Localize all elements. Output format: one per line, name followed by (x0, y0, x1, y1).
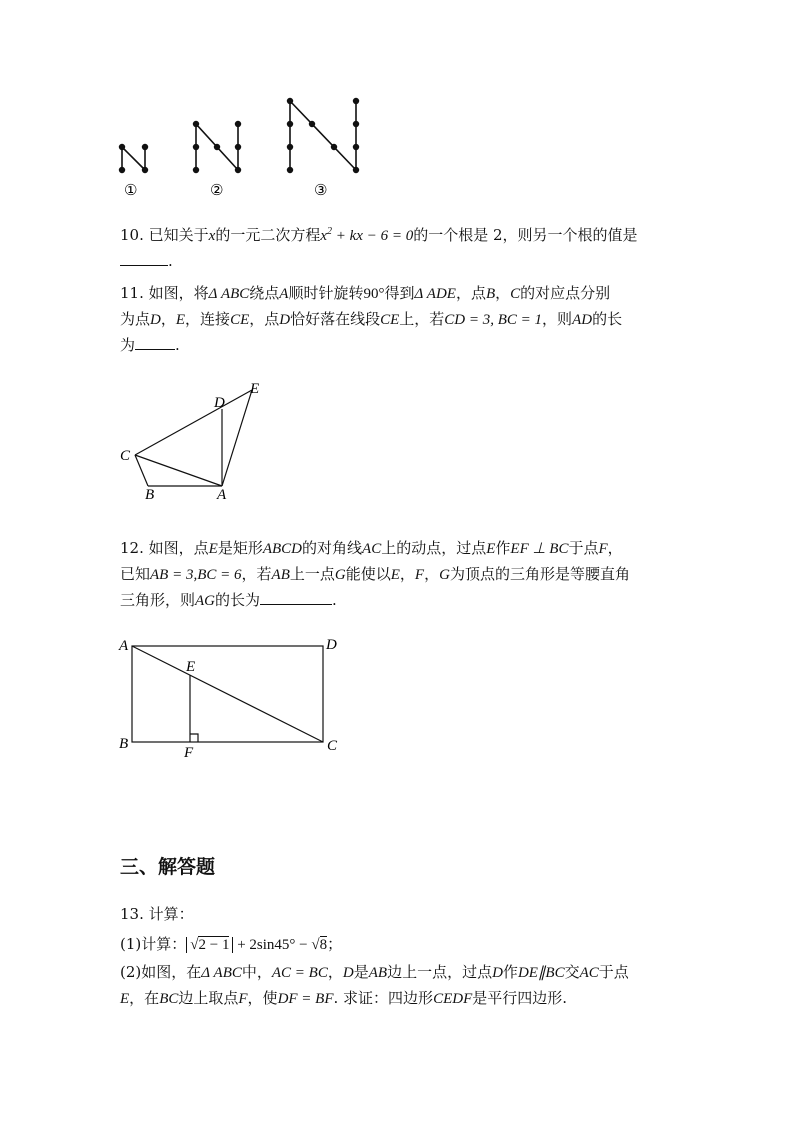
point-label-a: A (119, 638, 129, 654)
question-11: 11. 如图，将Δ ABC绕点A顺时针旋转90°得到Δ ADE，点B，C的对应点分别 为点D，E，连接CE，点D恰好落在线段CE上，若CD = 3, BC = 1，则AD的长 为 . (120, 284, 623, 354)
q10-text: 的一元二次方程 (215, 226, 321, 244)
q11-number: 11. (120, 284, 144, 302)
point-label-d: D (326, 637, 337, 653)
q12-number: 12. (120, 539, 144, 557)
point-label-e: E (250, 381, 260, 397)
question-10: 10. 已知关于x的一元二次方程$x^2$ + kx − 6 = 0的一个根是 2，则另一个根的值是 . (120, 226, 638, 270)
point-label-b: B (145, 487, 155, 503)
q10-equation: $x^2$ + kx − 6 = 0 (320, 226, 414, 244)
q10-text: 的一个根是 2，则另一个根的值是 (413, 226, 638, 244)
point-label-a: A (217, 487, 227, 503)
question-13: 13. 计算： (1)计算： √2 − 1 + 2sin45° − √8； (2)如图，在Δ ABC中，AC = BC，D是AB边上一点，过点D作DE∥BC交AC于点 E，在BC边上取点F，使DF = BF. 求证：四边形CEDF是平行四边形. (120, 905, 629, 1007)
answer-blank (120, 249, 168, 266)
section-title: 三、解答题 (120, 856, 216, 878)
q11-triangle-figure (110, 378, 270, 503)
q10-number: 10. (120, 226, 144, 244)
answer-blank (135, 333, 175, 350)
figure-label-2: ② (210, 181, 224, 199)
point-label-f: F (184, 745, 194, 761)
point-label-b: B (119, 736, 129, 752)
question-12: 12. 如图，点E是矩形ABCD的对角线AC上的动点，过点E作EF ⊥ BC于点F， 已知AB = 3,BC = 6，若AB上一点G能使以E，F，G为顶点的三角形是等腰直角 三角形，则AG的长为 . (120, 539, 630, 609)
point-label-d: D (214, 395, 225, 411)
figure-label-3: ③ (314, 181, 328, 199)
answer-blank (260, 588, 332, 605)
point-label-e: E (186, 659, 196, 675)
q10-text: 已知关于 (148, 226, 209, 244)
q12-rectangle-figure (110, 630, 350, 760)
q13-number: 13. (120, 905, 144, 923)
point-label-c: C (120, 448, 131, 464)
q10-var: x (208, 228, 216, 244)
point-label-c: C (327, 738, 338, 754)
n-pattern-figure (110, 92, 380, 202)
q13-expression: √2 − 1 + 2sin45° − √8 (186, 936, 327, 953)
figure-label-1: ① (124, 181, 138, 199)
